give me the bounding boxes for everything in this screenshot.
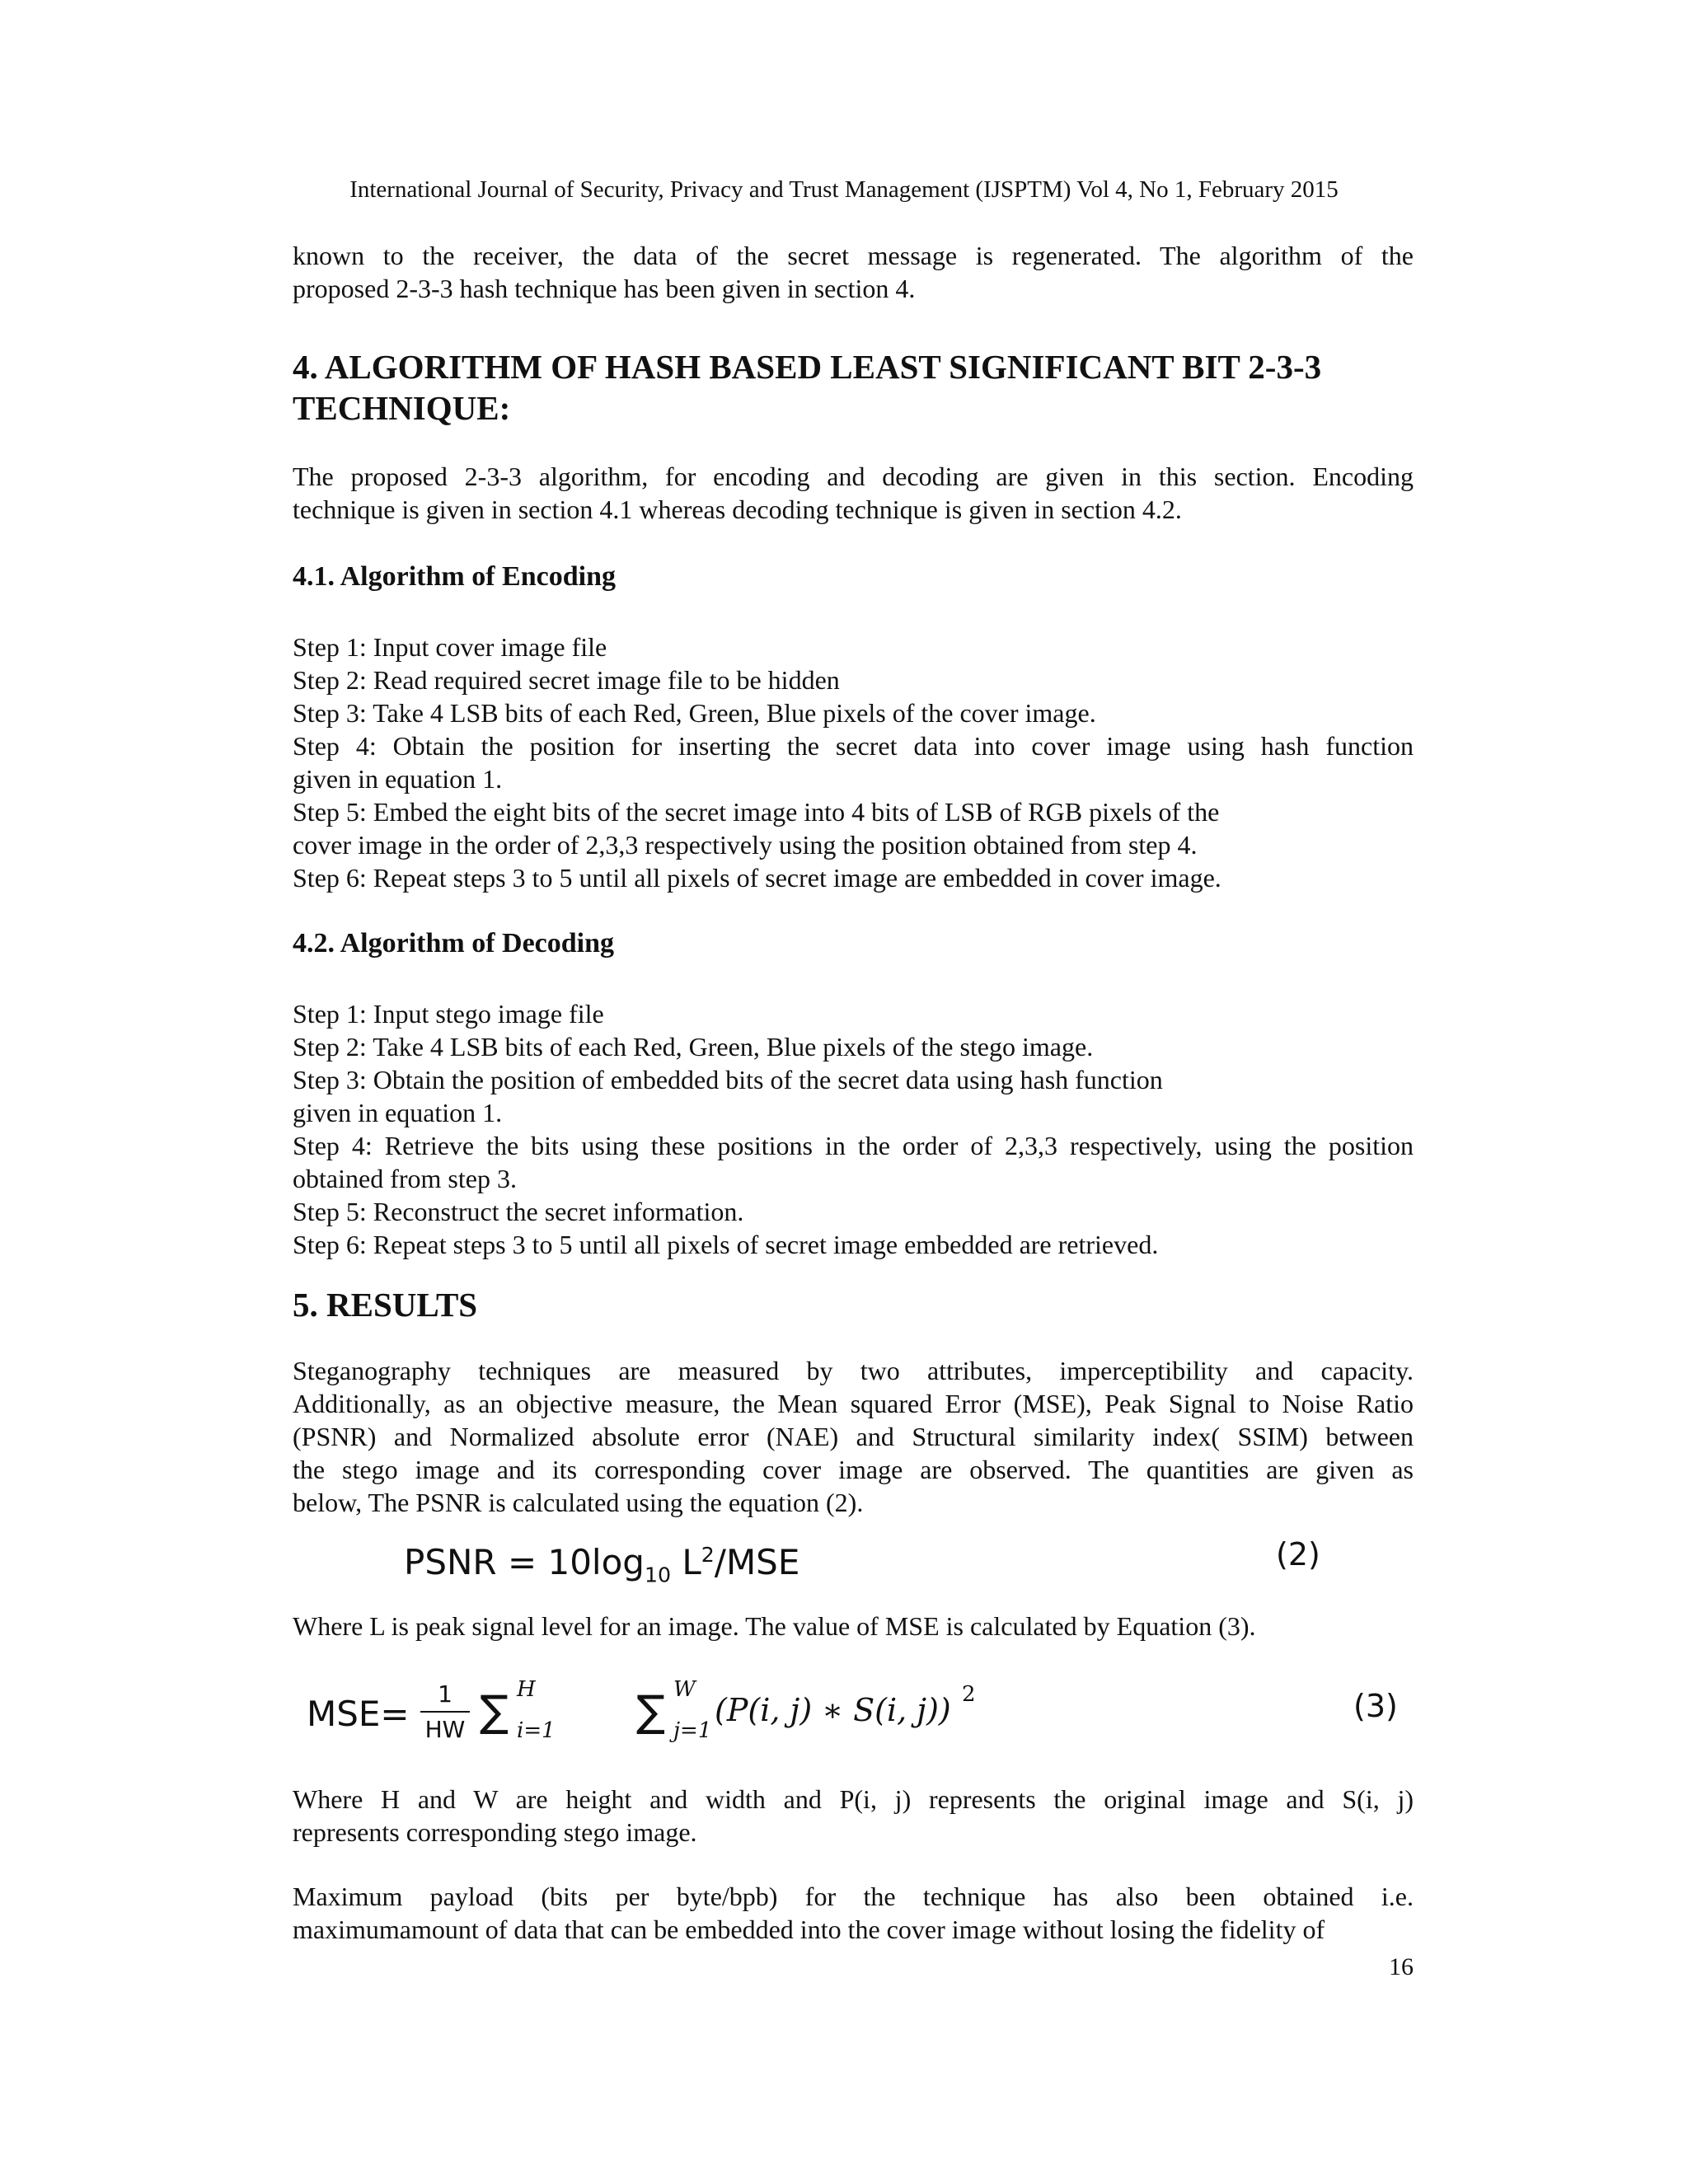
running-header: International Journal of Security, Privacy and Trust Management (IJSPTM) Vol 4, No 1, February 2015 (349, 176, 1339, 203)
encoding-heading: 4.1. Algorithm of Encoding (293, 561, 616, 592)
decoding-step-line: Step 3: Obtain the position of embedded bits of the secret data using hash function (293, 1065, 1163, 1094)
decoding-step-line: obtained from step 3. (293, 1164, 517, 1193)
summation-symbol: ∑ (636, 1687, 666, 1736)
encoding-steps (293, 630, 1414, 894)
paragraph-line: the stego image and its corresponding cover image are observed. The quantities are given as (293, 1455, 1414, 1484)
paragraph-line: Where H and W are height and width and P(i, j) represents the original image and S(i, j) (293, 1784, 1414, 1814)
decoding-step-line: Step 6: Repeat steps 3 to 5 until all pixels of secret image embedded are retrieved. (293, 1230, 1159, 1259)
decoding-step-line: Step 2: Take 4 LSB bits of each Red, Green, Blue pixels of the stego image. (293, 1032, 1094, 1062)
encoding-step-line: given in equation 1. (293, 764, 503, 794)
encoding-step-line: Step 3: Take 4 LSB bits of each Red, Green, Blue pixels of the cover image. (293, 698, 1096, 728)
encoding-step-line: Step 6: Repeat steps 3 to 5 until all pixels of secret image are embedded in cover image. (293, 863, 1221, 893)
equation-mse: MSE= 1 HW ∑ H i=1 ∑ W j=1 (P(i, j) ∗ S(i, j)) 2 (307, 1677, 976, 1743)
section-4-heading: 4. ALGORITHM OF HASH BASED LEAST SIGNIFICANT BIT 2-3-3 TECHNIQUE: (293, 348, 1322, 427)
equation-psnr: PSNR = $10\log_{10}$ $L^2$/MSE (404, 1542, 800, 1587)
paragraph-line: below, The PSNR is calculated using the equation (2). (293, 1488, 864, 1517)
decoding-steps (293, 997, 1414, 1261)
intro-line: known to the receiver, the data of the secret message is regenerated. The algorithm of the (293, 241, 1414, 270)
summation-symbol: ∑ (480, 1687, 509, 1736)
fraction-bar (420, 1711, 470, 1713)
decoding-heading: 4.2. Algorithm of Decoding (293, 928, 615, 958)
equation-number: (3) (1353, 1688, 1398, 1724)
paragraph-line: Additionally, as an objective measure, the Mean squared Error (MSE), Peak Signal to Noise Ratio (293, 1389, 1414, 1418)
paragraph-line: Steganography techniques are measured by two attributes, imperceptibility and capacity. (293, 1356, 1414, 1385)
intro-line: proposed 2-3-3 hash technique has been given in section 4. (293, 274, 916, 303)
encoding-step-line: Step 1: Input cover image file (293, 632, 607, 662)
equation-number: (2) (1276, 1536, 1320, 1572)
encoding-step-line: Step 4: Obtain the position for inserting the secret data into cover image using hash function (293, 731, 1414, 761)
intro-paragraph (293, 239, 1414, 305)
paragraph-line: maximumamount of data that can be embedded into the cover image without losing the fidelity of (293, 1915, 1325, 1944)
paragraph-line: represents corresponding stego image. (293, 1817, 697, 1847)
after-eq2-text: Where L is peak signal level for an image. The value of MSE is calculated by Equation (3). (293, 1611, 1256, 1641)
paragraph-line: The proposed 2-3-3 algorithm, for encoding and decoding are given in this section. Encoding (293, 462, 1414, 491)
results-paragraph (293, 1354, 1414, 1519)
paragraph-line: Maximum payload (bits per byte/bpb) for the technique has also been obtained i.e. (293, 1882, 1414, 1911)
paragraph-line: technique is given in section 4.1 whereas decoding technique is given in section 4.2. (293, 494, 1182, 524)
section-4-paragraph (293, 460, 1414, 526)
decoding-step-line: given in equation 1. (293, 1098, 503, 1127)
payload-paragraph (293, 1880, 1414, 1946)
encoding-step-line: cover image in the order of 2,3,3 respectively using the position obtained from step 4. (293, 830, 1198, 860)
decoding-step-line: Step 5: Reconstruct the secret information. (293, 1197, 744, 1226)
paragraph-line: (PSNR) and Normalized absolute error (NAE) and Structural similarity index( SSIM) between (293, 1422, 1414, 1451)
section-5-heading: 5. RESULTS (293, 1286, 478, 1324)
after-eq3-paragraph (293, 1783, 1414, 1849)
page-number: 16 (1389, 1953, 1414, 1980)
encoding-step-line: Step 5: Embed the eight bits of the secret image into 4 bits of LSB of RGB pixels of the (293, 797, 1220, 827)
decoding-step-line: Step 4: Retrieve the bits using these positions in the order of 2,3,3 respectively, using the position (293, 1131, 1414, 1160)
decoding-step-line: Step 1: Input stego image file (293, 999, 604, 1029)
encoding-step-line: Step 2: Read required secret image file to be hidden (293, 665, 840, 695)
